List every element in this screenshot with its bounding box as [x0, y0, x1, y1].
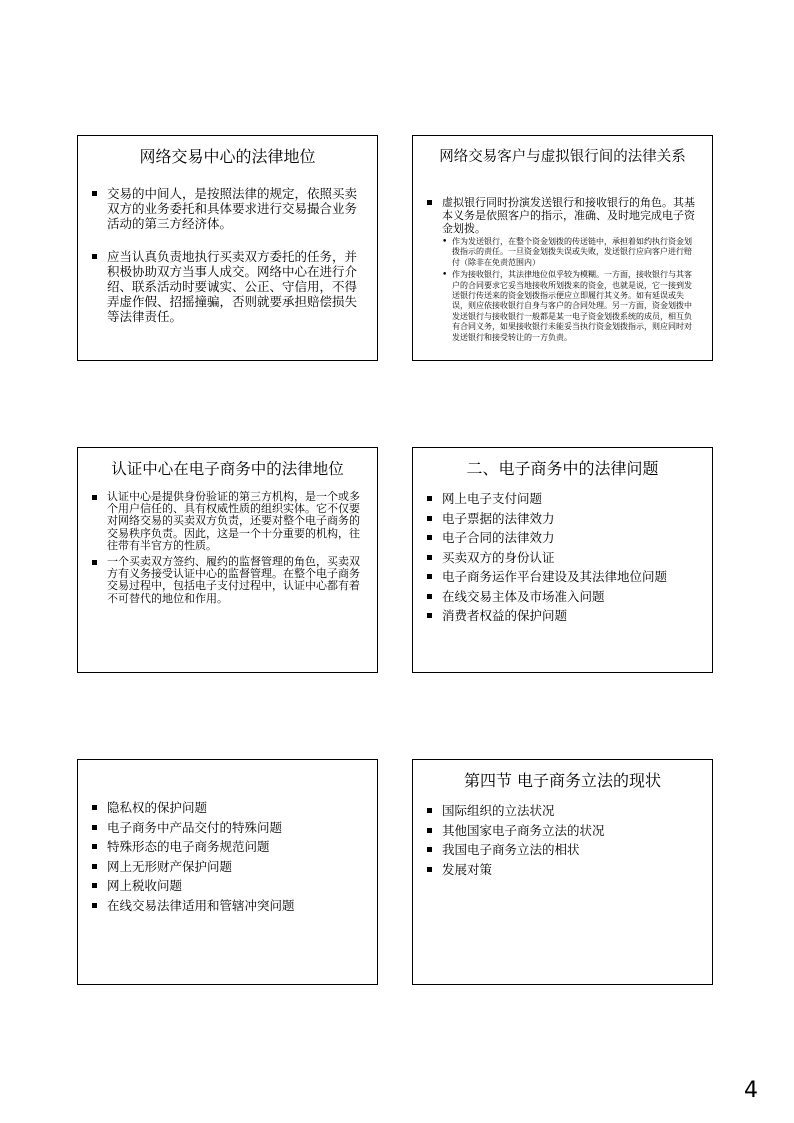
- sub-bullet-list: [442, 237, 698, 343]
- sub-bullet-item: • 作为发送银行，在整个资金划拨的传送链中，承担着如约执行资金划拨指示的责任。一旦资金划拨失误或失败，发送银行应向客户进行赔付（除非在免责范围内）: [442, 237, 698, 268]
- slide-2: [412, 135, 713, 361]
- slide-title: 网络交易中心的法律地位: [139, 147, 316, 166]
- bullet-item: 买卖双方的身份认证: [425, 548, 698, 568]
- bullet-item: 网上电子支付问题: [425, 489, 698, 509]
- bullet-item: 电子商务运作平台建设及其法律地位问题: [425, 567, 698, 587]
- slide-title: 认证中心在电子商务中的法律地位: [111, 460, 344, 478]
- bullet-item: 应当认真负责地执行买卖双方委托的任务，并积极协助双方当事人成交。网络中心在进行介绍、联系活动时要诚实、公正、守信用，不得弄虚作假、招摇撞骗，否则就要承担赔偿损失等法律责任。: [90, 249, 363, 324]
- bullet-item: 消费者权益的保护问题: [425, 606, 698, 626]
- slide-4: [412, 447, 713, 673]
- bullet-item: 国际组织的立法状况: [425, 801, 698, 821]
- bullet-item: 网上税收问题: [90, 876, 363, 896]
- bullet-text: 虚拟银行同时扮演发送银行和接收银行的角色。其基本义务是依照客户的指示，准确、及时地完成电子资金划拨。: [442, 196, 695, 235]
- bullet-item: 电子商务中产品交付的特殊问题: [90, 818, 363, 838]
- bullet-item: 隐私权的保护问题: [90, 798, 363, 818]
- bullet-list: [78, 798, 377, 915]
- slide-5: [77, 759, 378, 985]
- bullet-item: 其他国家电子商务立法的状况: [425, 821, 698, 841]
- bullet-item: 网上无形财产保护问题: [90, 857, 363, 877]
- bullet-list: [413, 489, 712, 626]
- bullet-list: [78, 491, 377, 605]
- slide-title: 第四节 电子商务立法的现状: [463, 771, 662, 790]
- bullet-item: 特殊形态的电子商务规范问题: [90, 837, 363, 857]
- bullet-list: [413, 196, 712, 343]
- bullet-item: 在线交易法律适用和管辖冲突问题: [90, 896, 363, 916]
- bullet-list: [78, 186, 377, 324]
- slide-title: 网络交易客户与虚拟银行间的法律关系: [439, 149, 686, 165]
- bullet-item: 电子票据的法律效力: [425, 509, 698, 529]
- bullet-item: 交易的中间人，是按照法律的规定，依照买卖双方的业务委托和具体要求进行交易撮合业务活动的第三方经济体。: [90, 186, 363, 231]
- bullet-item: [425, 196, 698, 343]
- bullet-item: 认证中心是提供身份验证的第三方机构，是一个或多个用户信任的、具有权威性质的组织实体。它不仅要对网络交易的买卖双方负责，还要对整个电子商务的交易秩序负责。因此，这是一个十分重要的机构，往往带有半官方的性质。: [90, 491, 363, 552]
- slide-3: [77, 447, 378, 673]
- bullet-item: 电子合同的法律效力: [425, 528, 698, 548]
- slide-1: [77, 135, 378, 361]
- bullet-item: 在线交易主体及市场准入问题: [425, 587, 698, 607]
- bullet-item: 发展对策: [425, 860, 698, 880]
- page-number: 4: [744, 1078, 758, 1103]
- slide-6: [412, 759, 713, 985]
- bullet-item: 我国电子商务立法的相状: [425, 840, 698, 860]
- sub-bullet-item: • 作为接收银行，其法律地位似乎较为模糊。一方面，接收银行与其客户的合同要求它妥当地接收所划拨来的资金，也就是说，它一接到发送银行传送来的资金划拨指示便应立即履行其义务。如有延误或失误，则应依接收银行自身与客户的合同处理。另一方面，资金划拨中发送银行与接收银行一般都是某一电子资金划拨系统的成员，相互负有合同义务，如果接收银行未能妥当执行资金划拨指示，则应同时对发送银行和接受转让的一方负责。: [442, 270, 698, 343]
- slide-title: 二、电子商务中的法律问题: [466, 459, 659, 478]
- bullet-item: 一个买卖双方签约、履约的监督管理的角色，买卖双方有义务接受认证中心的监督管理。在整个电子商务交易过程中，包括电子支付过程中，认证中心都有着不可替代的地位和作用。: [90, 556, 363, 605]
- bullet-list: [413, 801, 712, 879]
